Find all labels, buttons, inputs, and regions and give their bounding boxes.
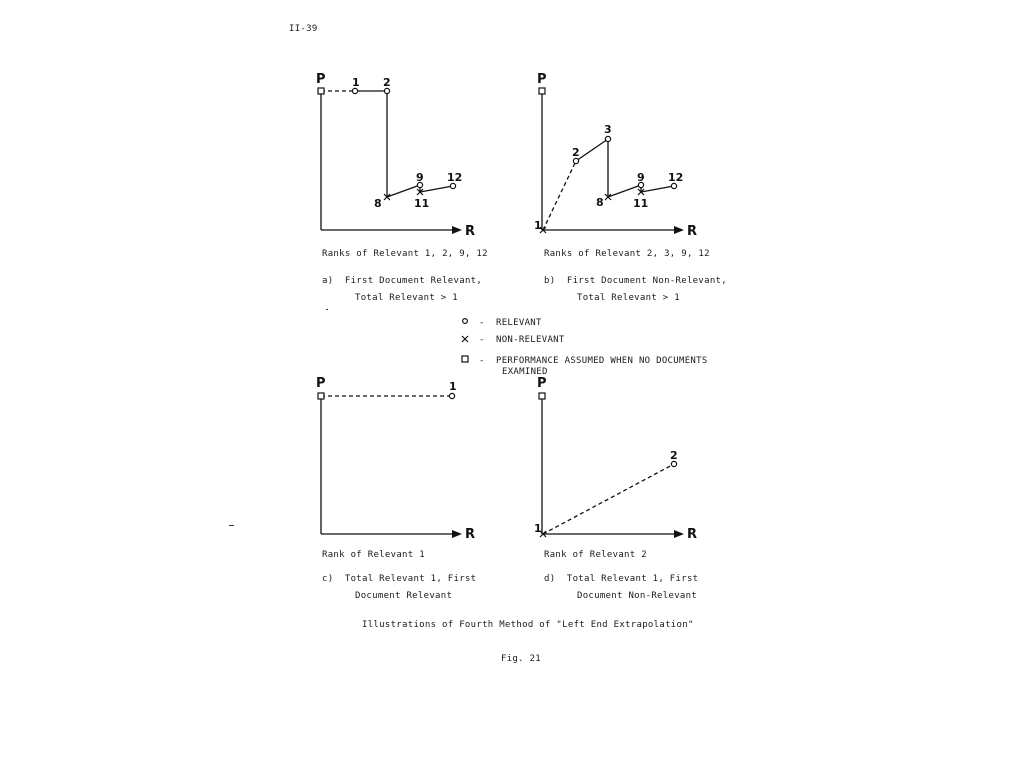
panel-a-r-arrowhead — [452, 226, 462, 234]
panel-a-point-label: 2 — [383, 76, 391, 89]
panel-d-r-arrowhead — [674, 530, 684, 538]
panel-a-point-relevant — [450, 183, 455, 188]
panel-b-point-label: 8 — [596, 196, 604, 209]
panel-b-point-label: 3 — [604, 123, 612, 136]
panel-b-ranks-label: Ranks of Relevant 2, 3, 9, 12 — [544, 249, 710, 259]
panel-d-caption-line2: Document Non-Relevant — [577, 591, 698, 601]
panel-d-caption-line1: d) Total Relevant 1, First — [544, 574, 699, 584]
panel-b-caption-line2: Total Relevant > 1 — [577, 293, 680, 303]
panel-b-point-label: 2 — [572, 146, 580, 159]
legend-nonrelevant-dash: - — [479, 335, 485, 345]
panel-b-segment — [576, 139, 608, 161]
figure-title: Illustrations of Fourth Method of "Left End Extrapolation" — [362, 620, 694, 630]
panel-d-point-relevant — [671, 461, 676, 466]
panel-a-point-label: 12 — [447, 171, 463, 184]
panel-c-caption-line1: c) Total Relevant 1, First — [322, 574, 477, 584]
panel-b-assumed-marker — [539, 88, 545, 94]
panel-c-ranks-label: Rank of Relevant 1 — [322, 550, 425, 560]
panel-a-point-label: 9 — [416, 171, 424, 184]
scan-artifact-mark — [229, 525, 234, 526]
panel-d-assumed-marker — [539, 393, 545, 399]
panel-d-point-label: 1 — [534, 522, 542, 535]
panel-c-point-relevant — [449, 393, 454, 398]
panel-a-ranks-label: Ranks of Relevant 1, 2, 9, 12 — [322, 249, 488, 259]
panel-a-point-label: 1 — [352, 76, 360, 89]
panel-b-caption-line1: b) First Document Non-Relevant, — [544, 276, 727, 286]
panel-b-graph — [534, 72, 697, 239]
legend-assumed-line2: EXAMINED — [502, 367, 548, 377]
panel-d-r-label: R — [687, 527, 698, 542]
panel-a-graph — [316, 72, 475, 239]
panel-b-r-arrowhead — [674, 226, 684, 234]
panel-a-assumed-marker — [318, 88, 324, 94]
scan-artifact-mark — [326, 309, 328, 310]
panel-a-r-label: R — [465, 224, 476, 239]
panel-b-point-label: 9 — [637, 171, 645, 184]
legend-relevant-label: RELEVANT — [496, 318, 542, 328]
panel-a-point-label: 8 — [374, 197, 382, 210]
panel-b-point-label: 1 — [534, 219, 542, 232]
panel-a-p-label: P — [316, 72, 326, 87]
panel-c-r-label: R — [465, 527, 476, 542]
panel-d-ranks-label: Rank of Relevant 2 — [544, 550, 647, 560]
panel-b-r-label: R — [687, 224, 698, 239]
legend-assumed-line1: PERFORMANCE ASSUMED WHEN NO DOCUMENTS — [496, 356, 708, 366]
panel-a-segment — [420, 186, 453, 192]
panel-d-point-label: 2 — [670, 449, 678, 462]
panel-b-p-label: P — [537, 72, 547, 87]
panel-b-point-relevant — [671, 183, 676, 188]
panel-a-point-relevant — [352, 88, 357, 93]
panel-b-extrapolation-line — [543, 161, 576, 230]
panel-a-point-label: 11 — [414, 197, 430, 210]
panel-b-point-relevant — [605, 136, 610, 141]
panel-c-caption-line2: Document Relevant — [355, 591, 453, 601]
panel-c-graph — [316, 376, 475, 542]
panel-d-p-label: P — [537, 376, 547, 391]
panel-b-point-label: 12 — [668, 171, 684, 184]
panel-b-segment — [608, 185, 641, 197]
panel-a-segment — [387, 185, 420, 197]
panel-d-extrapolation-line — [543, 464, 674, 534]
panel-c-r-arrowhead — [452, 530, 462, 538]
panel-a-caption-line2: Total Relevant > 1 — [355, 293, 458, 303]
page-number: II-39 — [289, 24, 318, 34]
legend-symbols — [462, 319, 468, 362]
legend-relevant-dash: - — [479, 318, 485, 328]
panel-a-point-relevant — [384, 88, 389, 93]
panel-b-point-relevant — [573, 158, 578, 163]
panel-c-point-label: 1 — [449, 380, 457, 393]
figure-number: Fig. 21 — [501, 654, 542, 664]
panel-b-point-label: 11 — [633, 197, 649, 210]
panel-c-assumed-marker — [318, 393, 324, 399]
legend-assumed-dash: - — [479, 356, 485, 366]
legend-nonrelevant-icon — [462, 336, 468, 342]
legend-assumed-icon — [462, 356, 468, 362]
panel-d-graph — [534, 376, 697, 542]
legend-nonrelevant-label: NON-RELEVANT — [496, 335, 565, 345]
panel-c-p-label: P — [316, 376, 326, 391]
legend-relevant-icon — [463, 319, 468, 324]
panel-a-caption-line1: a) First Document Relevant, — [322, 276, 483, 286]
panel-b-segment — [641, 186, 674, 192]
